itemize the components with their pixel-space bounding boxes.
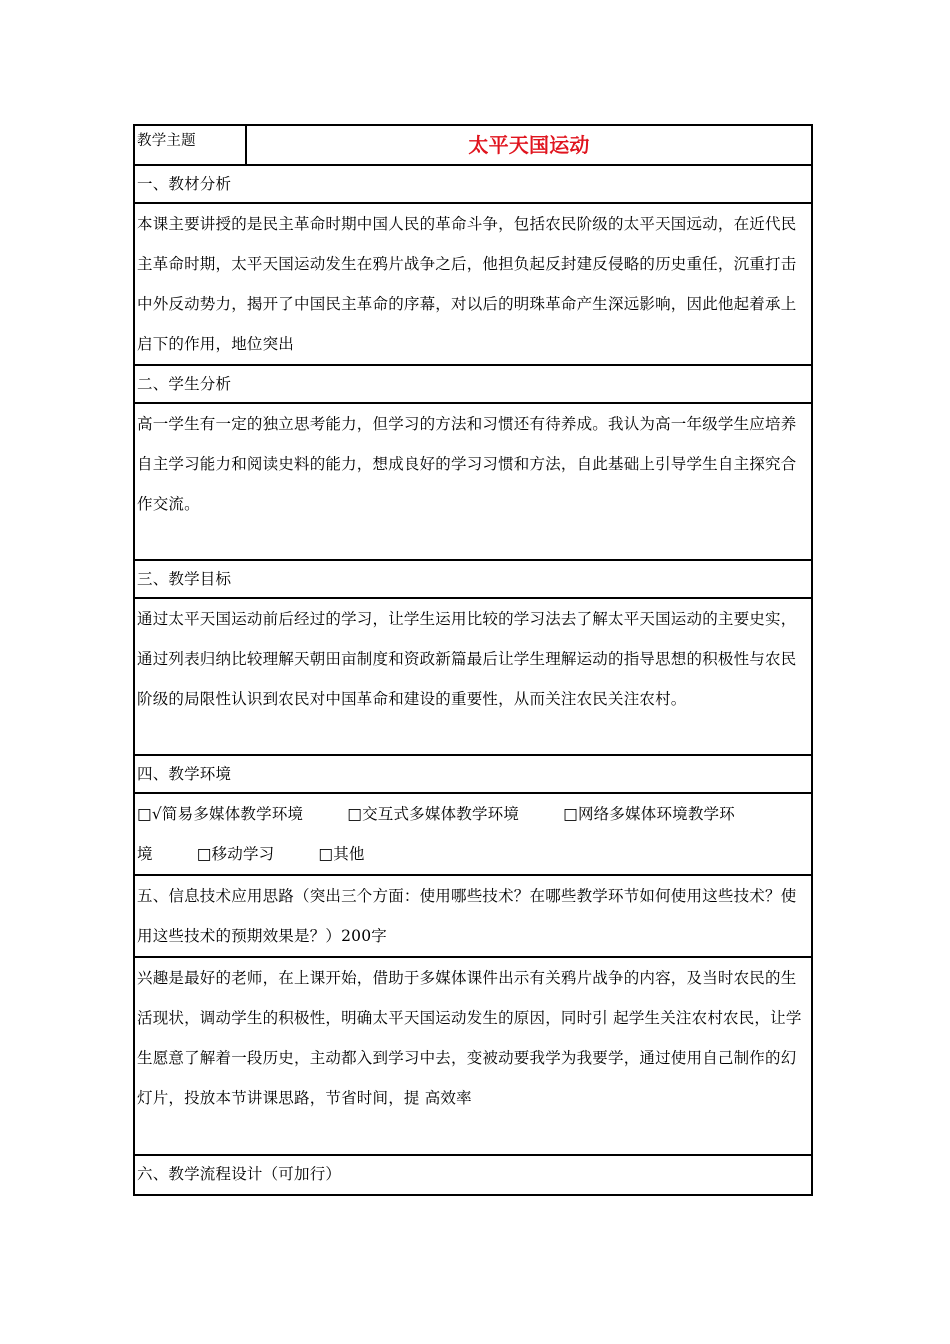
option-network-multimedia-cont: 境 bbox=[137, 845, 153, 863]
section-2-heading: 二、学生分析 bbox=[134, 365, 812, 403]
lesson-plan-document bbox=[133, 124, 813, 1196]
option-simple-multimedia: □√简易多媒体教学环境 bbox=[137, 805, 304, 823]
lesson-title: 太平天国运动 bbox=[246, 125, 812, 165]
section-5-heading: 五、信息技术应用思路（突出三个方面：使用哪些技术？在哪些教学环节如何使用这些技术？使用这些技术的预期效果是？）200字 bbox=[134, 875, 812, 957]
section-2-text: 高一学生有一定的独立思考能力，但学习的方法和习惯还有待养成。我认为高一年级学生应培养自主学习能力和阅读史料的能力，想成良好的学习习惯和方法，自此基础上引导学生自主探究合作交流。 bbox=[134, 403, 812, 560]
section-3-text: 通过太平天国运动前后经过的学习，让学生运用比较的学习法去了解太平天国运动的主要史实，通过列表归纳比较理解天朝田亩制度和资政新篇最后让学生理解运动的指导思想的积极性与农民阶级的局限性认识到农民对中国革命和建设的重要性，从而关注农民关注农村。 bbox=[134, 598, 812, 755]
section-1-text: 本课主要讲授的是民主革命时期中国人民的革命斗争，包括农民阶级的太平天国远动，在近代民主革命时期，太平天国运动发生在鸦片战争之后，他担负起反封建反侵略的历史重任，沉重打击中外反动势力，揭开了中国民主革命的序幕，对以后的明珠革命产生深远影响，因此他起着承上启下的作用，地位突出 bbox=[134, 203, 812, 365]
topic-row bbox=[134, 125, 812, 165]
environment-options bbox=[134, 793, 812, 875]
section-4-heading: 四、教学环境 bbox=[134, 755, 812, 793]
option-network-multimedia: □网络多媒体环境教学环 bbox=[563, 805, 735, 823]
option-mobile-learning: □移动学习 bbox=[196, 845, 275, 863]
section-1-heading: 一、教材分析 bbox=[134, 165, 812, 203]
section-6-heading: 六、教学流程设计（可加行） bbox=[134, 1155, 812, 1195]
option-interactive-multimedia: □交互式多媒体教学环境 bbox=[347, 805, 520, 823]
section-5-text: 兴趣是最好的老师，在上课开始，借助于多媒体课件出示有关鸦片战争的内容，及当时农民的生活现状，调动学生的积极性，明确太平天国运动发生的原因，同时引 起学生关注农村农民，让学生愿意了解着一段历史，主动都入到学习中去，变被动要我学为我要学，通过使用自己制作的幻灯片，投放本节讲课思路，节省时间，提 高效率 bbox=[134, 957, 812, 1155]
section-3-heading: 三、教学目标 bbox=[134, 560, 812, 598]
topic-label: 教学主题 bbox=[134, 125, 246, 165]
option-other: □其他 bbox=[318, 845, 365, 863]
lesson-plan-table bbox=[133, 124, 813, 1196]
